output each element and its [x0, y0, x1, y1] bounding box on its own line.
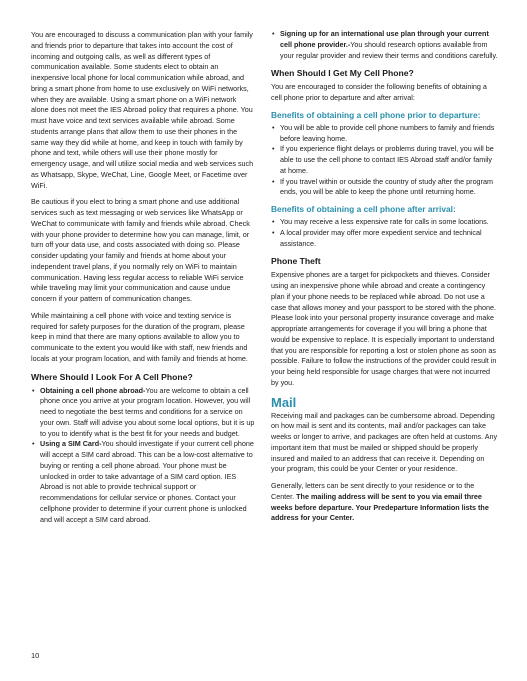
bullet-icon: • [272, 144, 275, 154]
right-column [271, 29, 498, 530]
when-intro: You are encouraged to consider the following benefits of obtaining a cell phone prior to departure and after arrival: [271, 82, 487, 102]
mail-heading: Mail [271, 394, 297, 410]
bullet-icon: • [272, 217, 275, 226]
item-text: You will be able to provide cell phone numbers to family and friends before leaving home. [280, 122, 495, 143]
intro-paragraph: You are encouraged to discuss a communication plan with your family and friends prior to departure that takes into account the cost of incoming and outgoing calls, as well as different types of communication available. Some students elect to obtain an inexpensive local phone for local communication while abroad, and bring a smart phone from home to use exclusively on WiFi networks, when they are available. Using a smart phone on a WiFi network alone does not meet the IES Abroad policy that requires a phone. You must have voice and text services available while abroad. Some students arrange plans that allow them to use their phones in the same way they did while at home, and keep in touch with family by phone and text, while others will use their phone mostly for emergency usage, and will utilize social media and web services such as Whatsapp, Skype, WeChat, Line, Google Meet, or Facetime over WiFi. [31, 30, 254, 190]
list-item [31, 386, 255, 440]
item-text: You should research options available from your regular provider and review their terms and conditions carefully. [280, 39, 498, 60]
when-heading: When Should I Get My Cell Phone? [271, 68, 414, 79]
mail-address-paragraph [271, 481, 498, 524]
options-paragraph: While maintaining a cell phone with voice and texting service is required for safety purposes for the duration of the program, please keep in mind that there are many options available to allow you to communicate to the extent you would like with staff, new friends and locals at your program location, and with family and friends at home. [31, 310, 248, 363]
list-item [271, 29, 498, 61]
mail-address-emphasis: The mailing address will be sent to you via email three weeks before departure. Your Predeparture Information lists the address for your Center. [271, 491, 489, 523]
left-column [31, 30, 255, 531]
mail-address-text: Generally, letters can be sent directly to your residence or to the Center. [271, 481, 475, 501]
bullet-icon: • [272, 227, 275, 237]
bullet-icon: • [272, 176, 275, 186]
item-text: You are welcome to obtain a cell phone once you arrive at your program location. However, you will need to negotiate the best terms and conditions for a service on your own. Staff will advise you about some local options, but it is up to you to identify what is the best fit for your needs and budget. [40, 385, 255, 438]
bullet-icon: • [272, 122, 275, 132]
caution-paragraph: Be cautious if you elect to bring a smart phone and use additional services such as text messaging or web services like WhatsApp or WeChat to communicate with family and friends while abroad. Check with your phone provider to determine how you can manage, limit, or turn off your data use, and costs associated with doing so. Please consider updating your family and friends at home about your independent travel plans, if you normally rely on WiFi to maintain communication. Having less regular access to reliable WiFi service while traveling may limit your communication and cause undue concern if your pattern of communication changes. [31, 197, 250, 303]
prior-list [271, 123, 498, 198]
bullet-icon: • [32, 385, 35, 395]
prior-heading: Benefits of obtaining a cell phone prior to departure: [271, 109, 481, 120]
where-list [31, 386, 255, 526]
after-heading: Benefits of obtaining a cell phone after arrival: [271, 204, 456, 214]
list-item [271, 228, 498, 250]
where-heading: Where Should I Look For A Cell Phone? [31, 371, 193, 382]
list-item [271, 144, 498, 176]
item-text: If you travel within or outside the country of study after the program ends, you will be able to keep the phone until returning home. [280, 176, 493, 197]
item-text: If you experience flight delays or problems during travel, you will be able to use the cell phone to contact IES Abroad staff and/or family at home. [280, 144, 494, 175]
item-lead: Using a SIM Card- [40, 439, 102, 449]
list-item [271, 123, 498, 145]
bullet-icon: • [272, 29, 275, 38]
bullet-icon: • [32, 439, 35, 449]
item-lead: Signing up for an international use plan through your current cell phone provider.- [280, 29, 489, 49]
item-lead: Obtaining a cell phone abroad- [40, 385, 146, 395]
theft-heading: Phone Theft [271, 256, 321, 267]
item-text: You should investigate if your current cell phone will accept a SIM card abroad. This can be a low-cost alternative to buying or renting a cell phone abroad. Your phone must be unlocked in order to take advantage of a SIM card option. IES Abroad is not able to provide technical support or recommendations for cellular service or phones. Contact your cellphone provider to determine if your current phone is unlocked and will accept a SIM card abroad. [40, 439, 254, 524]
list-item [271, 177, 498, 199]
list-item [31, 439, 255, 525]
intl-plan-list [271, 29, 498, 61]
list-item [271, 217, 498, 228]
item-text: You may receive a less expensive rate for calls in some locations. [280, 217, 489, 226]
page-number: 10 [31, 651, 40, 660]
after-list [271, 217, 498, 249]
theft-paragraph: Expensive phones are a target for pickpockets and thieves. Consider using an inexpensive phone while abroad and create a contingency plan if your phone needs to be replaced while abroad. Do not use a case that allows money and your passport to be stored with the phone. Please look into your personal property insurance coverage and make appropriate arrangements for coverage if you will bring a phone that would be expensive to replace. It is especially important to understand that you are responsible for reporting a lost or stolen phone as soon as possible. Failure to follow the instructions of the provider could result in your being held responsible for usage charges that were not incurred by you. [271, 270, 497, 387]
item-text: A local provider may offer more expedient service and technical assistance. [280, 227, 482, 248]
mail-paragraph: Receiving mail and packages can be cumbersome abroad. Depending on how mail is sent and its contents, mail and/or packages can take weeks or longer to arrive, and packages are often held at customs. Any important item that must be mailed or shipped should be properly insured and mailed to an address that can receive it. Depending on your program, this could be your Center or your residence. [271, 410, 498, 474]
